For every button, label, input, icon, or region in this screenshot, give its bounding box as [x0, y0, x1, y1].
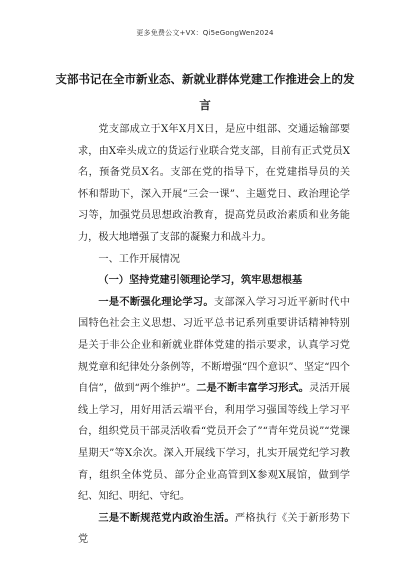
point-text-3: 严格执行《关于新形势下党: [78, 512, 351, 546]
point-lead-1: 一是不断强化理论学习。: [98, 295, 214, 308]
subsection-heading: （一）坚持党建引领理论学习，筑牢思想根基: [98, 274, 303, 287]
point-text-2: 灵活开展线上学习，用好用活云端平台，利用学习强国等线上学习平台，组织党员干部灵活收看“党员开会了”“青年党员说”“党课星期天”等X余次。深入开展线下学习，扎实开展党纪学习教育，组织全体党员、部分企业高管到X参观X展馆，做到学纪、知纪、明纪、守纪。: [78, 383, 350, 503]
point-paragraph-3: [78, 508, 350, 551]
document-title: 支部书记在全市新业态、新就业群体党建工作推进会上的发言: [55, 72, 355, 112]
point-lead-3: 三是不断规范党内政治生活。: [98, 511, 235, 524]
point-lead-2: 二是不断丰富学习形式。: [196, 382, 310, 395]
document-body: [78, 119, 350, 551]
section-heading: 一、工作开展情况: [98, 253, 180, 265]
header-watermark: 更多免费公文+VX：Qi5eGongWen2024: [136, 29, 274, 37]
point-text-1: 支部深入学习习近平新时代中国特色社会主义思想、习近平总书记系列重要讲话精神特别是关于非公企业和新就业群体党建的指示要求，认真学习党规党章和纪律处分条例等，不断增强“四个意识”、坚定“四个自信”，做到“两个维护”。: [78, 296, 351, 395]
point-paragraph-1: [78, 292, 350, 508]
intro-paragraph: 党支部成立于X年X月X日，是应中组部、交通运输部要求，由X牵头成立的货运行业联合党支部，目前有正式党员X名，预备党员X名。支部在党的指导下，在党建指导员的关怀和帮助下，深入开展“三会一课”、主题党日、政治理论学习等，加强党员思想政治教育，提高党员政治素质和业务能力，极大地增强了支部的凝聚力和战斗力。: [78, 124, 350, 243]
